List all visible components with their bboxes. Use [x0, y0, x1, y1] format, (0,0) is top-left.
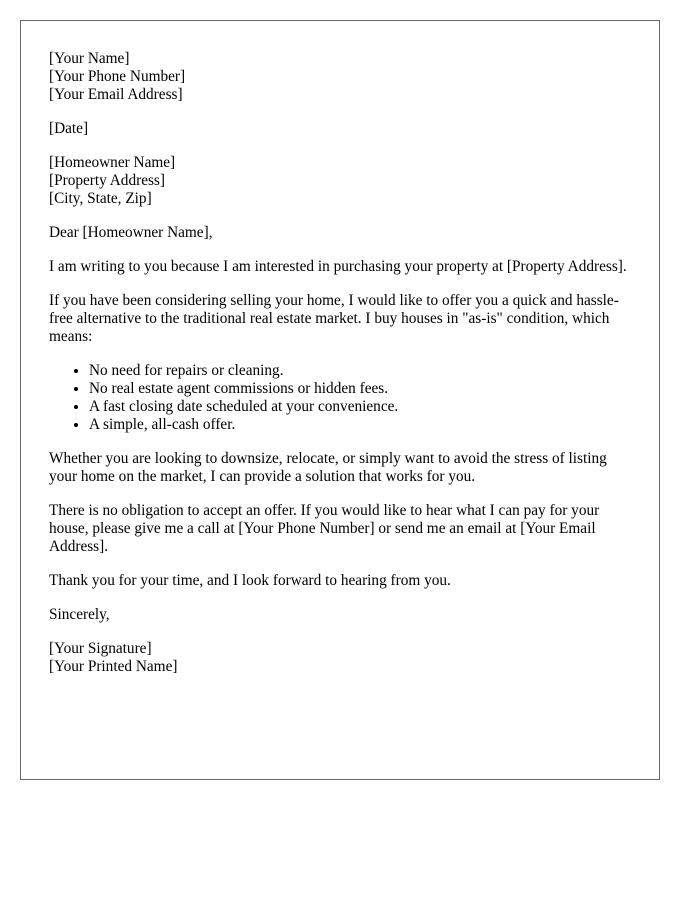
benefits-list	[49, 362, 631, 434]
contact-paragraph: There is no obligation to accept an offer. If you would like to hear what I can pay for your house, please give me a call at [Your Phone Number] or send me an email at [Your Email Address].	[49, 502, 600, 555]
thanks-paragraph: Thank you for your time, and I look forward to hearing from you.	[49, 572, 451, 589]
signature-block	[49, 640, 631, 676]
sender-email: [Your Email Address]	[49, 86, 183, 103]
situation-paragraph: Whether you are looking to downsize, relocate, or simply want to avoid the stress of listing your home on the market, I can provide a solution that works for you.	[49, 450, 607, 485]
recipient-address: [Property Address]	[49, 172, 165, 189]
signature-placeholder: [Your Signature]	[49, 640, 152, 657]
printed-name: [Your Printed Name]	[49, 658, 178, 675]
benefit-item: • A fast closing date scheduled at your convenience.	[89, 398, 631, 416]
benefit-item: • No real estate agent commissions or hidden fees.	[89, 380, 631, 398]
intro-paragraph: I am writing to you because I am interested in purchasing your property at [Property Address].	[49, 258, 627, 275]
date-line: [Date]	[49, 120, 89, 137]
letter-page	[20, 20, 660, 780]
sender-name: [Your Name]	[49, 50, 130, 67]
benefit-item: • No need for repairs or cleaning.	[89, 362, 631, 380]
benefit-item: • A simple, all-cash offer.	[89, 416, 631, 434]
sender-block	[49, 50, 631, 104]
valediction: Sincerely,	[49, 606, 110, 623]
offer-paragraph: If you have been considering selling your home, I would like to offer you a quick and hassle-free alternative to the traditional real estate market. I buy houses in "as-is" condition, which means:	[49, 292, 619, 345]
recipient-city-state-zip: [City, State, Zip]	[49, 190, 152, 207]
recipient-block	[49, 154, 631, 208]
sender-phone: [Your Phone Number]	[49, 68, 186, 85]
salutation: Dear [Homeowner Name],	[49, 224, 213, 241]
recipient-name: [Homeowner Name]	[49, 154, 176, 171]
